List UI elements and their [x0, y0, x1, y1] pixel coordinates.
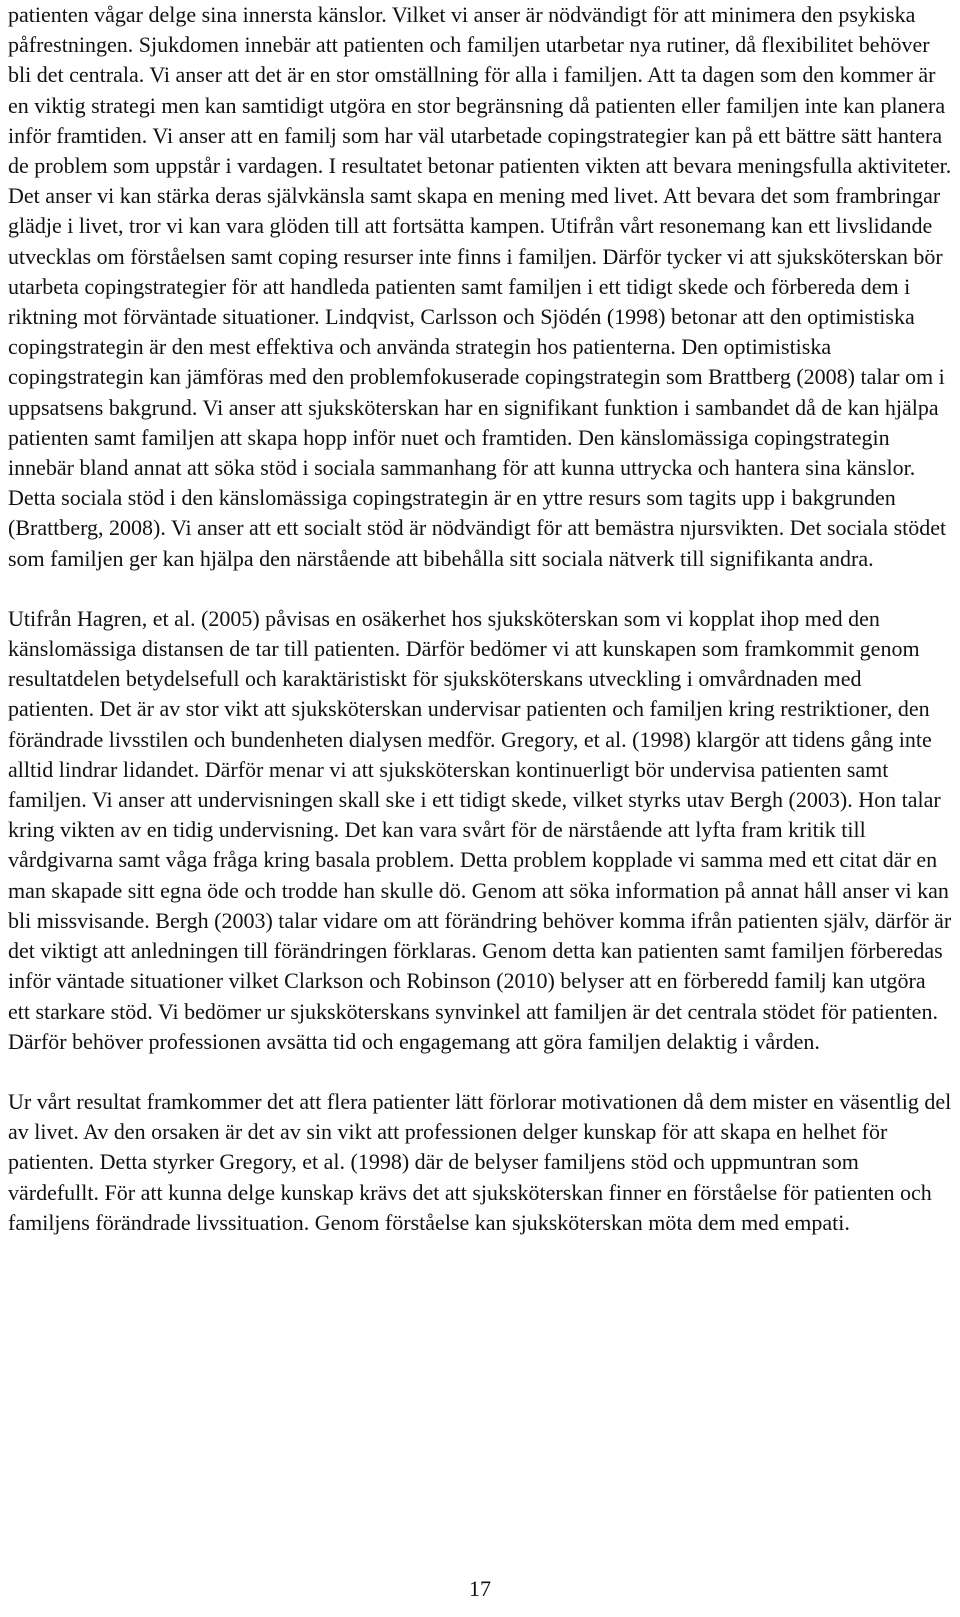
body-paragraph-2: Utifrån Hagren, et al. (2005) påvisas en osäkerhet hos sjuksköterskan som vi kopplat ihop med den känslomässiga distansen de tar till patienten. Därför bedömer vi att kunskapen som framkommit genom resultatdelen betydelsefull och karaktäristiskt för sjuksköterskans utveckling i omvårdnaden med patienten. Det är av stor vikt att sjuksköterskan undervisar patienten och familjen kring restriktioner, den förändrade livsstilen och bundenheten dialysen medför. Gregory, et al. (1998) klargör att tidens gång inte alltid lindrar lidandet. Därför menar vi att sjuksköterskan kontinuerligt bör undervisa patienten samt familjen. Vi anser att undervisningen skall ske i ett tidigt skede, vilket styrks utav Bergh (2003). Hon talar kring vikten av en tidig undervisning. Det kan vara svårt för de närstående att lyfta fram kritik till vårdgivarna samt våga fråga kring basala problem. Detta problem kopplade vi samma med ett citat där en man skapade sitt egna öde och trodde han skulle dö. Genom att söka information på annat håll anser vi kan bli missvisande. Bergh (2003) talar vidare om att förändring behöver komma ifrån patienten själv, därför är det viktigt att anledningen till förändringen förklaras. Genom detta kan patienten samt familjen förberedas inför väntade situationer vilket Clarkson och Robinson (2010) belyser att en förberedd familj kan utgöra ett starkare stöd. Vi bedömer ur sjuksköterskans synvinkel att familjen är det centrala stödet för patienten. Därför behöver professionen avsätta tid och engagemang att göra familjen delaktig i vården.	[8, 605, 952, 1054]
document-page	[8, 0, 952, 1238]
body-paragraph-1: patienten vågar delge sina innersta känslor. Vilket vi anser är nödvändigt för att minimera den psykiska påfrestningen. Sjukdomen innebär att patienten och familjen utarbetar nya rutiner, då flexibilitet behöver bli det centrala. Vi anser att det är en stor omställning för alla i familjen. Att ta dagen som den kommer är en viktig strategi men kan samtidigt utgöra en stor begränsning då patienten eller familjen inte kan planera inför framtiden. Vi anser att en familj som har väl utarbetade copingstrategier kan på ett bättre sätt hantera de problem som uppstår i vardagen. I resultatet betonar patienten vikten att bevara meningsfulla aktiviteter. Det anser vi kan stärka deras självkänsla samt skapa en mening med livet. Att bevara det som frambringar glädje i livet, tror vi kan vara glöden till att fortsätta kampen. Utifrån vårt resonemang kan ett livslidande utvecklas om förståelsen samt coping resurser inte finns i familjen. Därför tycker vi att sjuksköterskan bör utarbeta copingstrategier för att handleda patienten samt familjen i ett tidigt skede och förbereda dem i riktning mot förväntade situationer. Lindqvist, Carlsson och Sjödén (1998) betonar att den optimistiska copingstrategin är den mest effektiva och använda strategin hos patienterna. Den optimistiska copingstrategin kan jämföras med den problemfokuserade copingstrategin som Brattberg (2008) talar om i uppsatsens bakgrund. Vi anser att sjuksköterskan har en signifikant funktion i sambandet då de kan hjälpa patienten samt familjen att skapa hopp inför nuet och framtiden. Den känslomässiga copingstrategin innebär bland annat att söka stöd i sociala sammanhang för att kunna uttrycka och hantera sina känslor. Detta sociala stöd i den känslomässiga copingstrategin är en yttre resurs som tagits upp i bakgrunden (Brattberg, 2008). Vi anser att ett socialt stöd är nödvändigt för att bemästra njursvikten. Det sociala stödet som familjen ger kan hjälpa den närstående att bibehålla sitt sociala nätverk till signifikanta andra.	[8, 2, 952, 571]
page-number: 17	[469, 1576, 491, 1601]
body-paragraph-3: Ur vårt resultat framkommer det att flera patienter lätt förlorar motivationen då dem mister en väsentlig del av livet. Av den orsaken är det av sin vikt att professionen delger kunskap för att skapa en helhet för patienten. Detta styrker Gregory, et al. (1998) där de belyser familjens stöd och uppmuntran som värdefullt. För att kunna delge kunskap krävs det att sjuksköterskan finner en förståelse för patienten och familjens förändrade livssituation. Genom förståelse kan sjuksköterskan möta dem med empati.	[8, 1088, 952, 1235]
